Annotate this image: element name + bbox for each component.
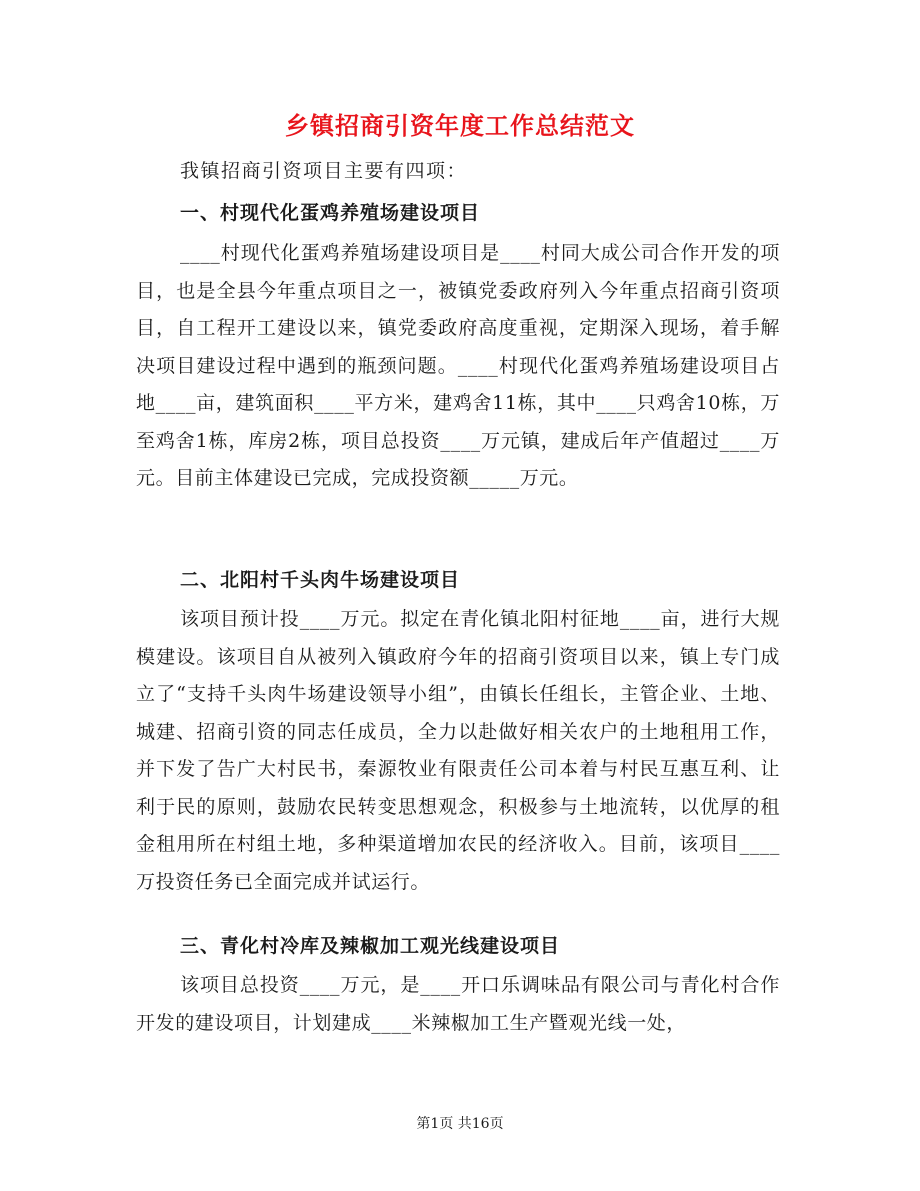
section-heading-3: 三、青化村冷库及辣椒加工观光线建设项目 [180,935,561,957]
section-heading-1: 一、村现代化蛋鸡养殖场建设项目 [180,202,481,224]
document-title: 乡镇招商引资年度工作总结范文 [285,112,635,140]
intro-text: 我镇招商引资项目主要有四项： [180,160,468,182]
page-number: 第1页 共16页 [416,1116,504,1132]
section-paragraph-2: 该项目预计投____万元。拟定在青化镇北阳村征地____亩，进行大规模建设。该项目自从被列入镇政府今年的招商引资项目以来，镇上专门成立了“支持千头肉牛场建设领导小组”，由镇长任组长，主管企业、土地、城建、招商引资的同志任成员，全力以赴做好相关农户的土地租用工作，并下发了告广大村民书，秦源牧业有限责任公司本着与村民互惠互利、让利于民的原则，鼓励农民转变思想观念，积极参与土地流转，以优厚的租金租用所在村组土地，多种渠道增加农民的经济收入。目前，该项目____万投资任务已全面完成并试运行。 [136,608,780,893]
section-heading-2: 二、北阳村千头肉牛场建设项目 [180,569,461,591]
section-paragraph-1: ____村现代化蛋鸡养殖场建设项目是____村同大成公司合作开发的项目，也是全县今年重点项目之一，被镇党委政府列入今年重点招商引资项目，自工程开工建设以来，镇党委政府高度重视，定期深入现场，着手解决项目建设过程中遇到的瓶颈问题。____村现代化蛋鸡养殖场建设项目占地____亩，建筑面积____平方米，建鸡舍11栋，其中____只鸡舍10栋，万至鸡舍1栋，库房2栋，项目总投资____万元镇，建成后年产值超过____万元。目前主体建设已完成，完成投资额_____万元。 [136,242,780,489]
section-paragraph-3: 该项目总投资____万元，是____开口乐调味品有限公司与青化村合作开发的建设项目，计划建成____米辣椒加工生产暨观光线一处， [136,974,780,1034]
